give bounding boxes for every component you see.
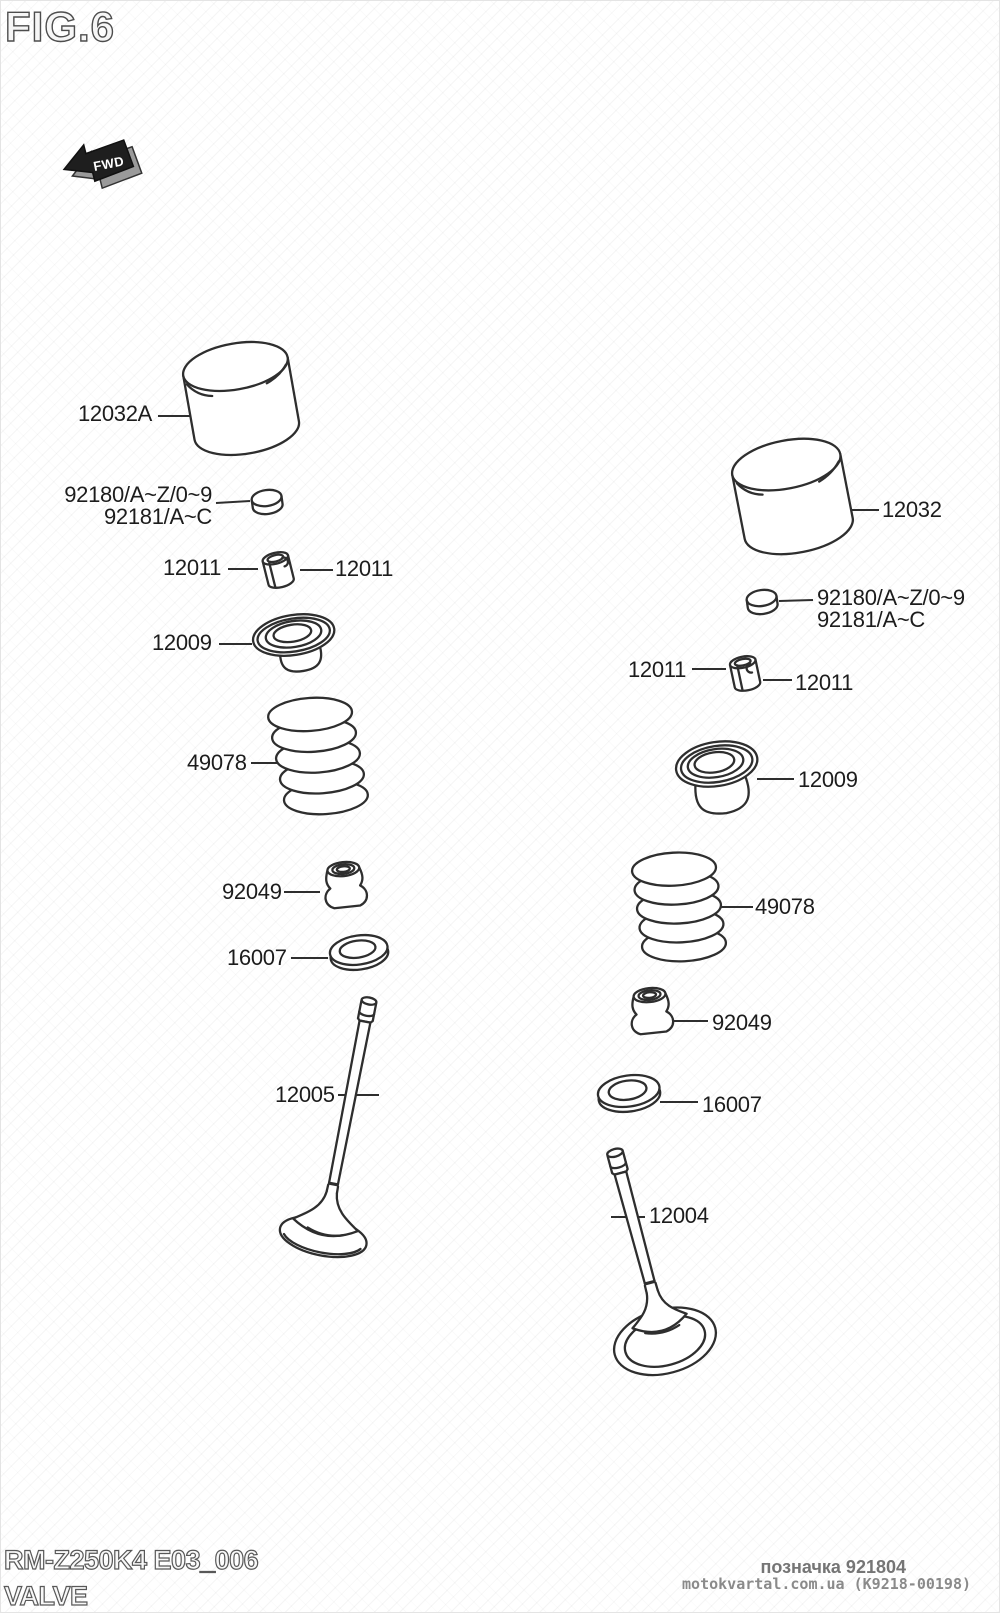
valve-drawing-left: [276, 989, 412, 1263]
part-label-retainer-left: 12009: [152, 630, 212, 655]
valve-drawing-right: [563, 1136, 723, 1386]
part-label-seat-left: 16007: [227, 945, 287, 970]
part-label-keeper-left-b: 12011: [335, 556, 394, 581]
spring-drawing-left: [267, 694, 369, 817]
fwd-arrow-icon: [59, 133, 143, 196]
keeper-drawing-right: [729, 654, 762, 693]
part-label-tappet-right: 12032: [882, 497, 942, 522]
exploded-parts-drawing: [1, 1, 1000, 1613]
shim-left-line2: 92181/A~C: [104, 504, 212, 529]
fwd-arrow-label: FWD: [92, 153, 126, 175]
spring-drawing-right: [631, 850, 727, 964]
shim-drawing-left: [251, 488, 284, 516]
part-label-seat-right: 16007: [702, 1092, 762, 1117]
watermark-source: motokvartal.com.ua (K9218-00198): [682, 1575, 971, 1593]
part-label-keeper-right-a: 12011: [628, 657, 687, 682]
retainer-drawing-left: [250, 609, 340, 678]
part-label-keeper-left-a: 12011: [163, 555, 222, 580]
part-label-retainer-right: 12009: [798, 767, 858, 792]
spring-seat-drawing-right: [596, 1071, 662, 1115]
tappet-drawing-right: [728, 430, 858, 562]
part-label-shim-left: [56, 484, 212, 528]
shim-left-line1: 92180/A~Z/0~9: [64, 482, 212, 507]
part-label-spring-left: 49078: [187, 750, 247, 775]
seal-drawing-left: [322, 860, 368, 909]
part-label-seal-right: 92049: [712, 1010, 772, 1035]
shim-right-line1: 92180/A~Z/0~9: [817, 585, 965, 610]
retainer-drawing-right: [673, 736, 765, 820]
part-label-seal-left: 92049: [222, 879, 282, 904]
part-label-valve-left: 12005: [275, 1082, 335, 1107]
keeper-drawing-left: [261, 550, 295, 590]
part-label-spring-right: 49078: [755, 894, 815, 919]
figure-name: VALVE: [4, 1581, 88, 1611]
part-label-shim-right: [817, 587, 965, 631]
watermark-note: позначка 921804: [760, 1557, 906, 1577]
part-label-valve-right: 12004: [649, 1203, 709, 1228]
model-code: RM-Z250K4 E03_006: [4, 1545, 259, 1575]
figure-title: FIG.6: [5, 3, 116, 50]
tappet-drawing-left: [179, 335, 303, 463]
seal-drawing-right: [628, 986, 674, 1035]
spring-seat-drawing-left: [328, 932, 390, 974]
part-label-tappet-left: 12032A: [78, 401, 153, 426]
part-label-keeper-right-b: 12011: [795, 670, 854, 695]
shim-drawing-right: [746, 588, 779, 616]
shim-right-line2: 92181/A~C: [817, 607, 925, 632]
